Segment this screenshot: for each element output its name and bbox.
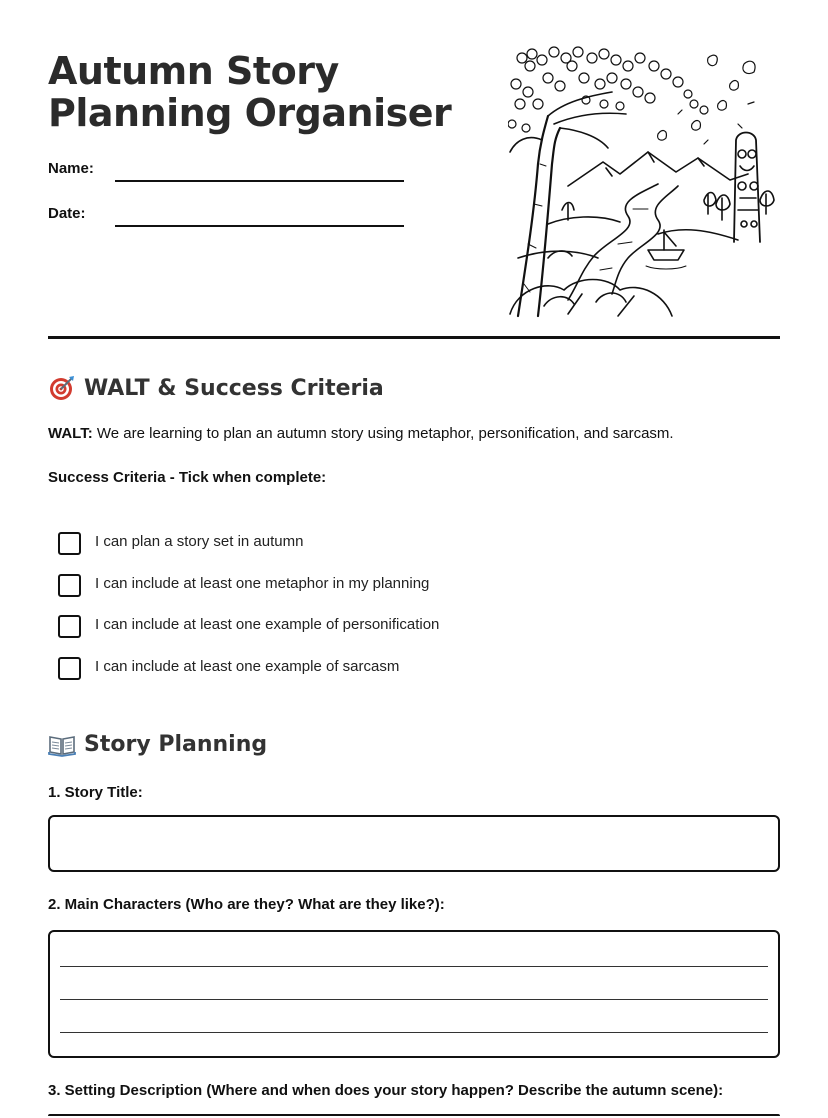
criterion-item (58, 656, 658, 698)
writing-line (60, 966, 768, 967)
criterion-item (58, 531, 658, 573)
date-label: Date: (48, 205, 86, 222)
criterion-checkbox[interactable] (58, 532, 81, 555)
worksheet-page (48, 0, 780, 1118)
criterion-label: I can plan a story set in autumn (95, 533, 304, 550)
story-title-question: 1. Story Title: (48, 784, 143, 801)
criterion-label: I can include at least one example of personification (95, 616, 440, 633)
setting-description-answer-box[interactable] (48, 1114, 780, 1116)
criterion-checkbox[interactable] (58, 574, 81, 597)
autumn-landscape-illustration (508, 44, 780, 320)
criterion-item (58, 573, 658, 615)
target-icon (48, 374, 76, 402)
criterion-item (58, 614, 658, 656)
page-title: Autumn Story Planning Organiser (48, 49, 452, 135)
success-criteria-list (58, 531, 658, 697)
walt-section-title (48, 374, 384, 402)
walt-text: We are learning to plan an autumn story using metaphor, personification, and sarcasm. (96, 425, 674, 442)
name-write-line[interactable] (115, 180, 404, 182)
criterion-label: I can include at least one example of sarcasm (95, 657, 400, 675)
writing-line (60, 999, 768, 1000)
open-book-icon (48, 730, 76, 758)
setting-description-question: 3. Setting Description (Where and when does your story happen? Describe the autumn scene): (48, 1082, 724, 1099)
story-planning-title (48, 730, 267, 758)
walt-label: WALT: (48, 425, 93, 442)
story-title-answer-box[interactable] (48, 815, 780, 872)
writing-line (60, 1032, 768, 1033)
criterion-checkbox[interactable] (58, 615, 81, 638)
main-characters-answer-box[interactable] (48, 930, 780, 1058)
header-divider (48, 336, 780, 339)
walt-statement (48, 425, 674, 442)
success-criteria-heading: Success Criteria - Tick when complete: (48, 469, 327, 486)
worksheet-header (48, 0, 780, 340)
walt-section-title-text: WALT & Success Criteria (84, 375, 384, 401)
criterion-label: I can include at least one metaphor in my planning (95, 574, 430, 592)
name-field (48, 158, 408, 184)
main-characters-question: 2. Main Characters (Who are they? What are they like?): (48, 896, 445, 913)
date-write-line[interactable] (115, 225, 404, 227)
criterion-checkbox[interactable] (58, 657, 81, 680)
date-field (48, 203, 408, 229)
story-planning-title-text: Story Planning (84, 731, 268, 757)
name-label: Name: (48, 160, 94, 177)
